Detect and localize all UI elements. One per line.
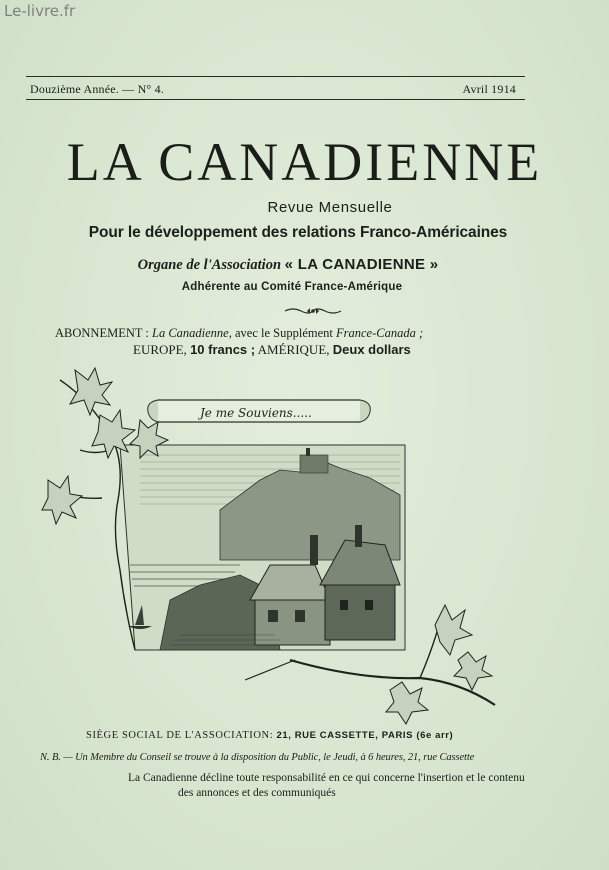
america-label: AMÉRIQUE, [257, 342, 330, 357]
adherente-line: Adhérente au Comité France-Amérique [181, 281, 403, 293]
subscription-with: avec le Supplément [234, 326, 333, 340]
site-watermark: Le-livre.fr [4, 2, 76, 20]
bottom-rule [26, 99, 525, 100]
europe-price: 10 francs ; [190, 342, 256, 357]
issue-date: Avril 1914 [462, 82, 516, 96]
subscription-line [55, 326, 423, 341]
magazine-subtitle: Revue Mensuelle [267, 199, 393, 216]
subscription-magazine: La Canadienne, [152, 326, 232, 340]
disclaimer-line-2: des annonces et des communiqués [178, 787, 336, 799]
magazine-purpose: Pour le développement des relations Franco-Américaines [88, 224, 508, 241]
motto-text: Je me Souviens..... [200, 406, 312, 420]
organe-name: « LA CANADIENNE » [284, 256, 439, 273]
maple-branch-left [50, 380, 135, 650]
scene-frame [120, 445, 405, 650]
organe-label: Organe de l'Association [137, 257, 282, 273]
organe-line [0, 256, 566, 274]
landscape-vignette-illustration [40, 360, 510, 725]
magazine-title: LA CANADIENNE [66, 132, 543, 192]
america-price: Deux dollars [332, 342, 411, 357]
price-line [133, 342, 411, 358]
siege-address: 21, RUE CASSETTE, PARIS (6e arr) [276, 730, 454, 741]
nota-bene: N. B. — Un Membre du Conseil se trouve à la disposition du Public, le Jeudi, à 6 heures, 21, rue Cassette [40, 752, 475, 763]
subscription-label: ABONNEMENT : [55, 326, 149, 340]
ornament-divider-icon [283, 306, 343, 316]
issue-number: Douzième Année. — N° 4. [30, 82, 165, 96]
issue-line [30, 82, 516, 97]
siege-label: SIÈGE SOCIAL DE L'ASSOCIATION: [86, 730, 274, 741]
europe-label: EUROPE, [133, 342, 187, 357]
top-rule [26, 76, 525, 77]
motto-banner [148, 400, 371, 422]
subscription-supplement: France-Canada ; [336, 326, 424, 340]
headquarters-line [86, 730, 453, 741]
disclaimer-line-1: La Canadienne décline toute responsabilité en ce qui concerne l'insertion et le contenu [128, 772, 525, 784]
